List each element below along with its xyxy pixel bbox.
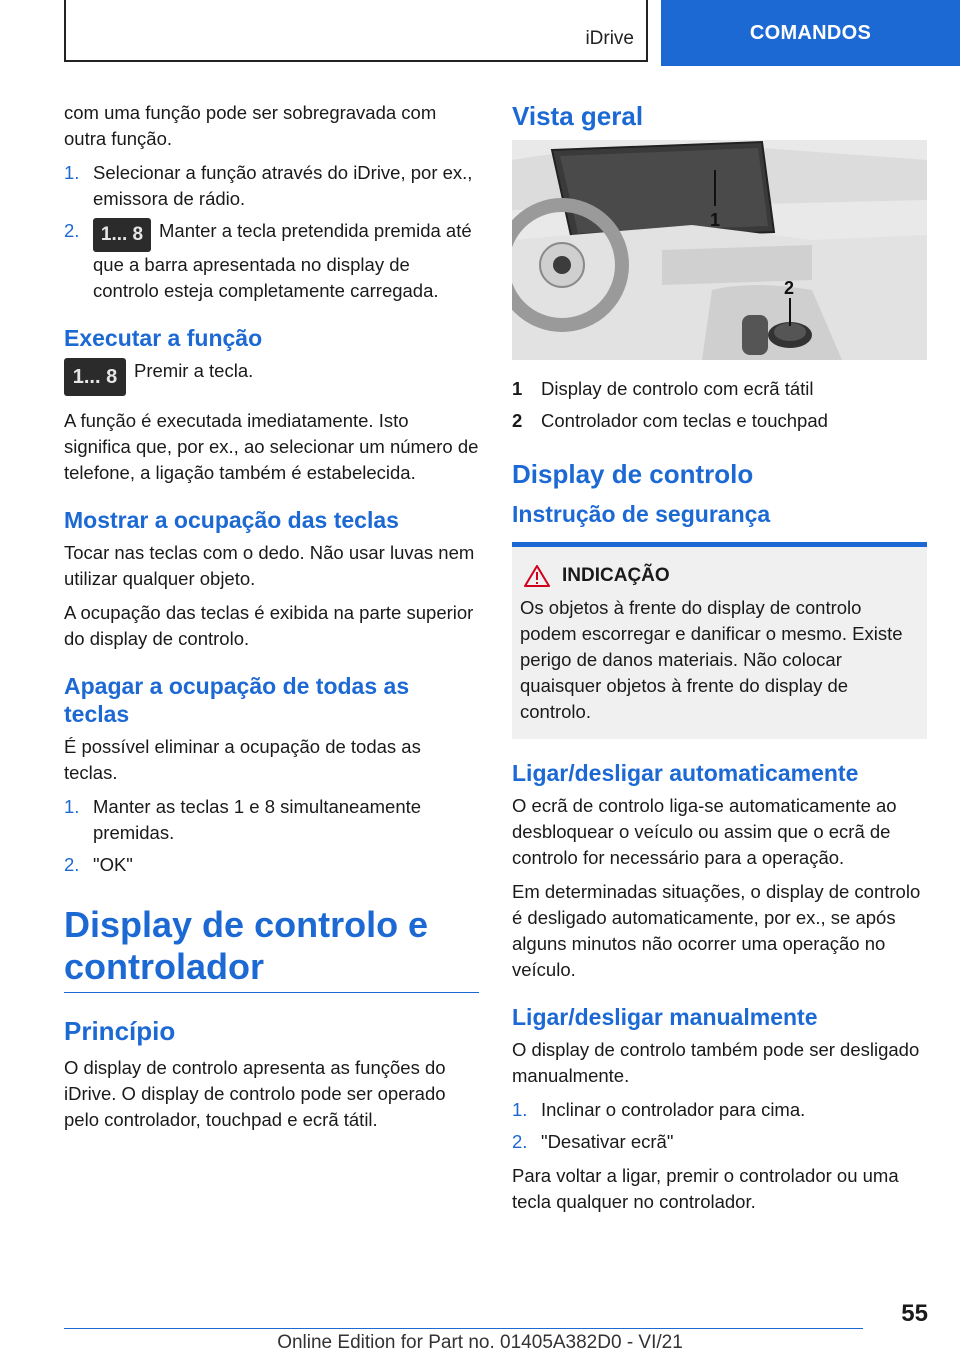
warning-box — [512, 542, 927, 739]
steps-list-1 — [64, 160, 479, 304]
right-column — [512, 100, 927, 1223]
step-number: 2. — [64, 854, 80, 875]
exec-press-row — [64, 358, 479, 396]
clear-text: É possível eliminar a ocupação de todas as teclas. — [64, 736, 421, 783]
manual-text: O display de controlo também pode ser desligado manualmente. — [512, 1039, 920, 1086]
auto-heading: Ligar/desligar automaticamente — [512, 760, 859, 786]
step-number: 2. — [512, 1131, 528, 1152]
cockpit-illustration — [512, 140, 927, 360]
step-number: 1. — [64, 162, 80, 183]
page-header — [0, 0, 960, 66]
exec-press-text: Premir a tecla. — [134, 360, 254, 381]
warning-title: INDICAÇÃO — [562, 565, 670, 586]
step-text: "OK" — [93, 854, 133, 875]
principle-heading: Princípio — [64, 1016, 176, 1046]
auto-text-1: O ecrã de controlo liga-se automaticamente ao desbloquear o veículo ou assim que o ecrã de controlo for necessário para a operação. — [512, 795, 897, 868]
callout-2: 2 — [784, 278, 795, 298]
cockpit-drawing — [512, 140, 927, 360]
safety-heading: Instrução de segurança — [512, 501, 771, 527]
principle-text: O display de controlo apresenta as funções do iDrive. O display de controlo pode ser operado pelo controlador, touchpad e ecrã tátil. — [64, 1057, 446, 1130]
step-text: Selecionar a função através do iDrive, por ex., emissora de rádio. — [93, 162, 473, 209]
legend-text: Controlador com teclas e touchpad — [541, 410, 828, 431]
list-item — [64, 794, 479, 846]
step-text: "Desativar ecrã" — [541, 1131, 674, 1152]
step-number: 2. — [64, 220, 80, 241]
warning-title-row — [520, 563, 919, 589]
list-item — [64, 160, 479, 212]
show-text-1: Tocar nas teclas com o dedo. Não usar luvas nem utilizar qualquer objeto. — [64, 542, 475, 589]
manual-heading: Ligar/desligar manualmente — [512, 1004, 818, 1030]
step-number: 1. — [512, 1099, 528, 1120]
step-text: Inclinar o controlador para cima. — [541, 1099, 806, 1120]
intro-text: com uma função pode ser sobregravada com outra função. — [64, 102, 437, 149]
callout-1: 1 — [710, 210, 721, 230]
step-text: Manter as teclas 1 e 8 simultaneamente premidas. — [93, 796, 422, 843]
steps-list-2 — [64, 794, 479, 878]
legend-item — [512, 376, 927, 402]
legend-item — [512, 408, 927, 434]
favorite-key-icon: 1... 8 — [93, 218, 151, 252]
clear-heading: Apagar a ocupação de todas as teclas — [64, 673, 410, 727]
list-item — [64, 218, 479, 304]
exec-heading: Executar a função — [64, 325, 263, 351]
steps-list-3 — [512, 1097, 927, 1155]
page-number: 55 — [901, 1300, 928, 1327]
final-text: Para voltar a ligar, premir o controlador ou uma tecla qualquer no controlador. — [512, 1165, 899, 1212]
footer-text: Online Edition for Part no. 01405A382D0 - VI/21 — [277, 1332, 683, 1353]
auto-text-2: Em determinadas situações, o display de controlo é desligado automaticamente, por ex., se após alguns minutos não ocorrer uma operação no veículo. — [512, 881, 921, 980]
chapter-tab — [64, 0, 648, 62]
list-item — [512, 1097, 927, 1123]
legend-key: 2 — [512, 410, 523, 431]
step-text: Manter a tecla pretendida premida até que a barra apresentada no display de controlo esteja completamente carregada. — [93, 220, 472, 301]
legend-text: Display de controlo com ecrã tátil — [541, 378, 814, 399]
legend-key: 1 — [512, 378, 523, 399]
chapter-label: iDrive — [585, 28, 634, 49]
list-item — [64, 852, 479, 878]
exec-text: A função é executada imediatamente. Isto significa que, por ex., ao selecionar um número de telefone, a ligação também é estabelecida. — [64, 410, 479, 483]
display-heading: Display de controlo — [512, 459, 754, 489]
warning-triangle-icon — [524, 565, 550, 587]
section-tab: COMANDOS — [661, 0, 960, 66]
warning-text: Os objetos à frente do display de controlo podem escorregar e danificar o mesmo. Existe perigo de danos materiais. Não colocar quaisquer objetos à frente do display de controlo. — [520, 597, 903, 722]
left-column — [64, 100, 479, 1141]
favorite-key-icon: 1... 8 — [64, 358, 126, 396]
show-heading: Mostrar a ocupação das teclas — [64, 507, 399, 533]
chapter-title: Display de controlo e controlador — [64, 904, 479, 993]
step-number: 1. — [64, 796, 80, 817]
overview-heading: Vista geral — [512, 101, 644, 131]
list-item — [512, 1129, 927, 1155]
figure-legend — [512, 376, 927, 434]
show-text-2: A ocupação das teclas é exibida na parte superior do display de controlo. — [64, 602, 474, 649]
